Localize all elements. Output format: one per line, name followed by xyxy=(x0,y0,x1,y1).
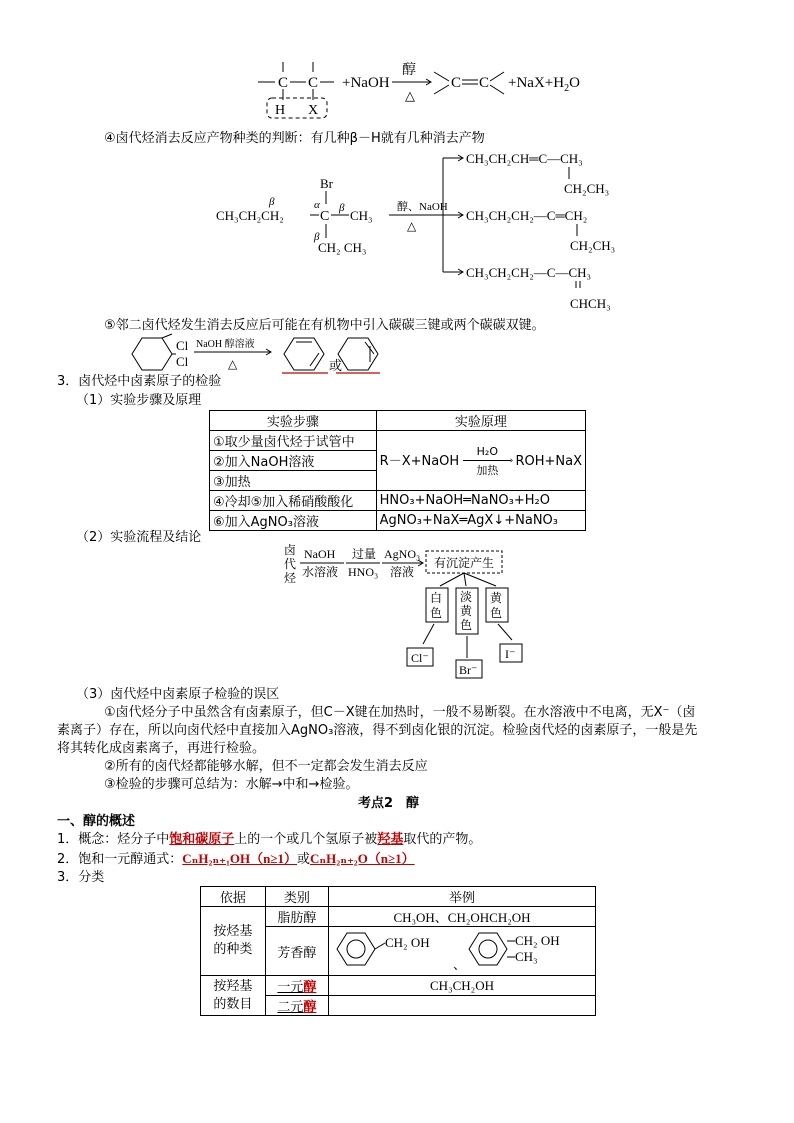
col-header-principle: 实验原理 xyxy=(376,411,585,431)
or-label: 或 xyxy=(329,359,343,374)
alcohol-overview-heading: 一、醇的概述 xyxy=(57,814,136,829)
experiment-table xyxy=(209,410,586,531)
kaodian-title: 考点2 醇 xyxy=(358,796,420,811)
svg-text:卤: 卤 xyxy=(284,543,297,557)
svg-text:CH₃: CH₃ xyxy=(515,949,538,964)
left-group: CH₃CH₂CH₂ xyxy=(216,208,284,223)
elimination-equation xyxy=(250,44,600,124)
misc-p3: ③检验的步骤可总结为：水解→中和→检验。 xyxy=(104,777,359,792)
svg-text:色: 色 xyxy=(490,606,503,620)
cyclohexane-elimination xyxy=(124,332,384,376)
principle-neutralize: HNO₃+NaOH═NaNO₃+H₂O xyxy=(376,491,585,511)
precipitate-label: 有沉淀产生 xyxy=(434,556,495,570)
svg-text:HNO₃: HNO₃ xyxy=(348,565,379,579)
svg-text:CH₂ OH: CH₂ OH xyxy=(515,933,560,948)
svg-text:黄: 黄 xyxy=(490,591,503,605)
dihydric-alcohol: 二元醇 xyxy=(265,996,328,1016)
sub-3-title: （3）卤代烃中卤素原子检验的误区 xyxy=(76,687,280,702)
product-2: CH₃CH₂CH₂—C═CH₂ xyxy=(466,208,588,223)
monohydric-alcohol: 一元醇 xyxy=(265,976,328,996)
principle-hydrolysis: R－X+NaOH H₂O › 加热 ROH+NaX xyxy=(376,431,585,491)
alpha-label: α xyxy=(314,199,320,211)
aromatic-alcohol: 芳香醇 xyxy=(265,927,328,976)
section-3-title: 3．卤代烃中卤素原子的检验 xyxy=(57,374,222,389)
point-4: ④卤代烃消去反应产物种类的判断：有几种β－H就有几种消去产物 xyxy=(104,131,485,146)
elimination-products-diagram xyxy=(214,148,634,318)
carbon-1: C xyxy=(278,75,289,91)
svg-text:AgNO₃: AgNO₃ xyxy=(384,547,421,561)
svg-text:溶液: 溶液 xyxy=(390,565,415,579)
iodide-ion: I⁻ xyxy=(505,647,516,661)
misc-p1-line1: ①卤代烃分子中虽然含有卤素原子，但C－X键在加热时，一般不易断裂。在水溶液中不电离，无X⁻（卤 xyxy=(104,705,696,720)
product-tail: $+NaX+H_2O$ xyxy=(508,75,580,94)
svg-text:、: 、 xyxy=(453,957,467,971)
step-1: ①取少量卤代烃于试管中 xyxy=(210,431,377,451)
reagent: +NaOH xyxy=(342,75,390,91)
product-3: CH₃CH₂CH₂—C—CH₃ xyxy=(466,265,592,280)
condition-bottom: △ xyxy=(407,219,417,233)
principle-precipitate: AgNO₃+NaX═AgX↓+NaNO₃ xyxy=(376,511,585,531)
svg-text:色: 色 xyxy=(460,618,473,632)
bromide-ion: Br⁻ xyxy=(459,663,478,677)
step-2: ②加入NaOH溶液 xyxy=(210,451,377,471)
svg-text:β: β xyxy=(339,202,345,214)
product-1: CH₃CH₂CH═C—CH₃ xyxy=(466,151,583,166)
alcohol-classification-table: 依据 类别 举例 按烃基 的种类 脂肪醇 CH₃OH、CH₂OHCH₂OH 芳香醇 CH₂ OH 、 CH₂ OH CH₃ 按羟基 的数目 一元醇 CH₃CH₂OH 二元醇 xyxy=(200,886,596,1016)
svg-text:烃: 烃 xyxy=(284,571,297,585)
svg-text:NaOH: NaOH xyxy=(304,547,336,561)
svg-text:β: β xyxy=(314,231,320,243)
svg-text:淡: 淡 xyxy=(460,590,473,604)
condition-bottom: △ xyxy=(228,357,238,371)
sub-2-title: （2）实验流程及结论 xyxy=(76,530,202,545)
svg-text:过量: 过量 xyxy=(352,547,377,561)
svg-text:水溶液: 水溶液 xyxy=(302,565,339,579)
alcohol-definition: 1．概念：烃分子中饱和碳原子上的一个或几个氢原子被羟基取代的产物。 xyxy=(57,832,482,847)
condition-bottom: △ xyxy=(405,88,415,103)
point-5: ⑤邻二卤代烃发生消去反应后可能在有机物中引入碳碳三键或两个碳碳双键。 xyxy=(104,318,545,333)
misc-p2: ②所有的卤代烃都能够水解，但不一定都会发生消去反应 xyxy=(104,759,428,774)
right-group: CH₃ xyxy=(350,208,373,223)
product-3-branch: CHCH₃ xyxy=(570,296,611,311)
svg-text:CH₂ OH: CH₂ OH xyxy=(385,935,430,950)
example-monohydric: CH₃CH₂OH xyxy=(329,976,596,996)
h-atom: H xyxy=(275,103,286,118)
svg-text:Cl: Cl xyxy=(176,338,189,353)
condition-top: 醇 xyxy=(402,63,416,78)
sub-1-title: （1）实验步骤及原理 xyxy=(76,393,202,408)
col-header-steps: 实验步骤 xyxy=(210,411,377,431)
x-atom: X xyxy=(308,103,319,118)
svg-text:白: 白 xyxy=(430,591,443,605)
example-aliphatic: CH₃OH、CH₂OHCH₂OH xyxy=(329,907,596,927)
svg-text:C: C xyxy=(320,209,330,224)
aliphatic-alcohol: 脂肪醇 xyxy=(265,907,328,927)
product-1-branch: CH₂CH₃ xyxy=(564,181,610,196)
halogen-test-flowchart xyxy=(280,540,560,680)
step-3: ③加热 xyxy=(210,471,377,491)
chloride-ion: Cl⁻ xyxy=(411,651,429,665)
step-6: ⑥加入AgNO₃溶液 xyxy=(210,511,377,531)
svg-text:Cl: Cl xyxy=(176,354,189,369)
misc-p1-line2: 素离子）存在，所以向卤代烃中直接加入AgNO₃溶液，得不到卤化银的沉淀。检验卤代烃的卤素原子，一般是先 xyxy=(57,723,698,738)
svg-text:β: β xyxy=(269,196,275,208)
product-2-branch: CH₂CH₃ xyxy=(570,238,616,253)
svg-text:色: 色 xyxy=(430,606,443,620)
svg-text:C: C xyxy=(451,75,462,91)
condition-top: NaOH 醇溶液 xyxy=(196,339,255,350)
misc-p1-line3: 将其转化成卤素离子，再进行检验。 xyxy=(57,741,266,756)
step-4: ④冷却⑤加入稀硝酸酸化 xyxy=(210,491,377,511)
svg-text:黄: 黄 xyxy=(460,604,473,618)
br-label: Br xyxy=(320,176,333,191)
svg-text:C: C xyxy=(479,75,490,91)
svg-text:代: 代 xyxy=(284,557,297,571)
classification-heading: 3．分类 xyxy=(57,870,105,885)
alcohol-formula: 2．饱和一元醇通式：CₙH₂ₙ₊₁OH（n≥1）或CₙH₂ₙ₊₂O（n≥1） xyxy=(57,851,415,867)
carbon-2: C xyxy=(308,75,319,91)
bottom-group: CH₂ CH₃ xyxy=(318,240,367,255)
condition-top: 醇、NaOH xyxy=(397,201,448,213)
aromatic-examples xyxy=(329,927,595,971)
